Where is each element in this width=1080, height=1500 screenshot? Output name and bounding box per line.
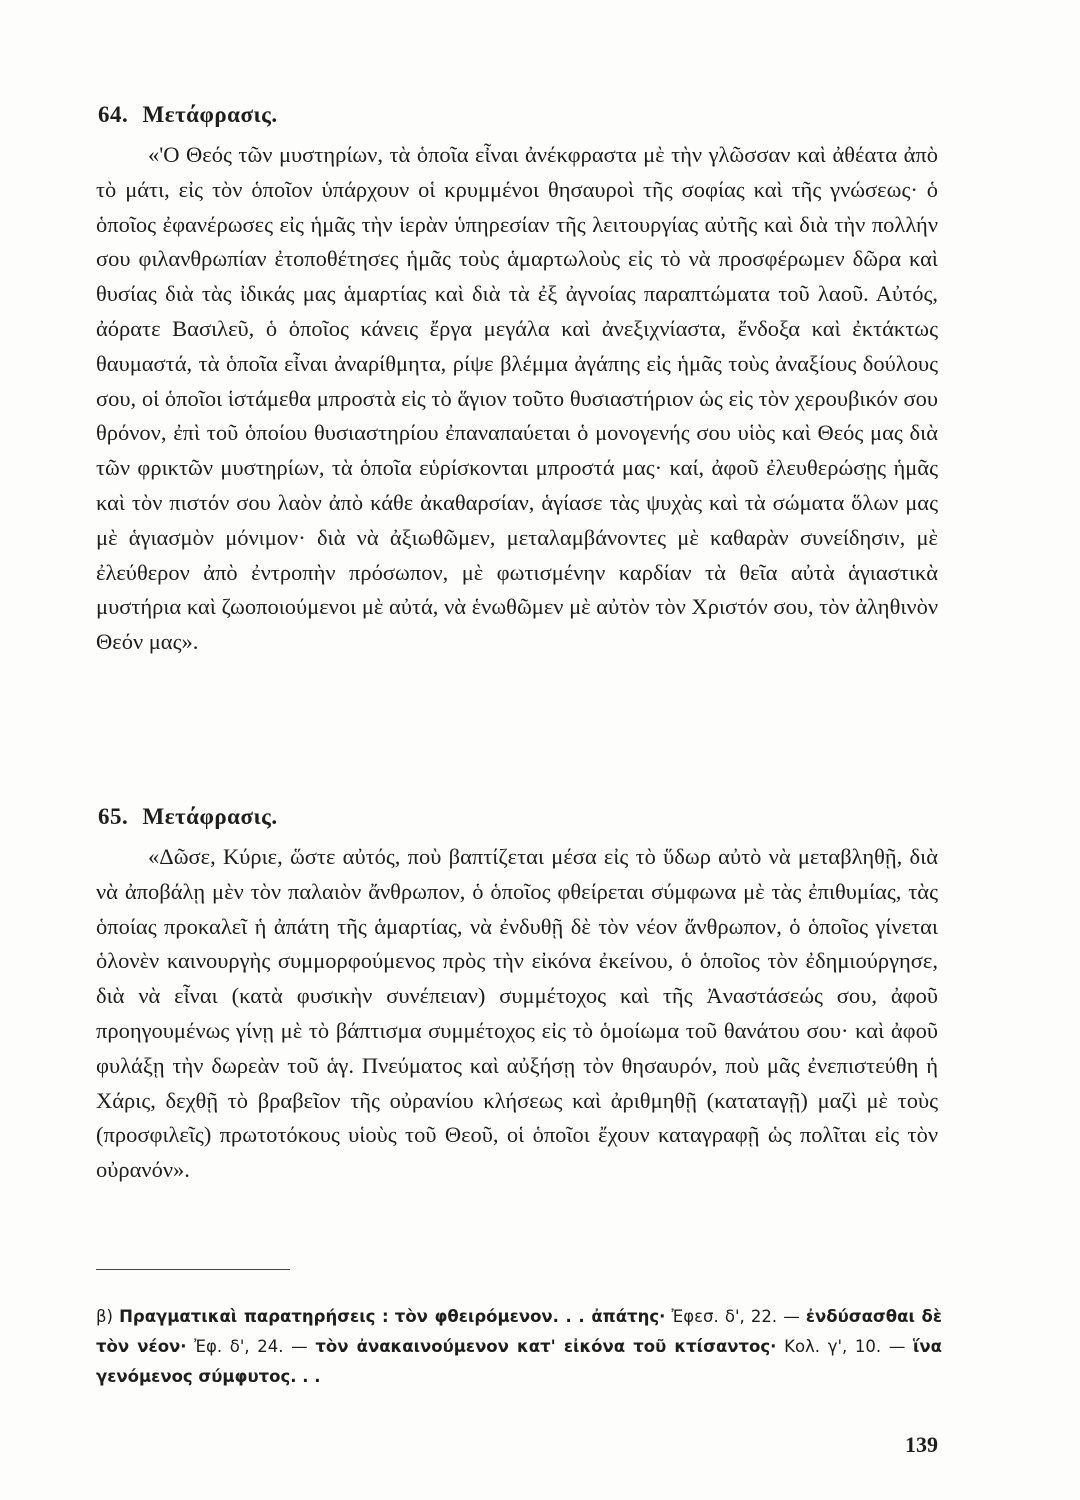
section-64-number: 64. <box>98 102 129 127</box>
footnote <box>96 1302 942 1392</box>
section-64-heading <box>98 102 278 128</box>
section-64-paragraph: «'Ο Θεός τῶν μυστηρίων, τὰ ὁποῖα εἶναι ἀνέκφραστα μὲ τὴν γλῶσσαν καὶ ἀθέατα ἀπὸ τὸ μάτι, εἰς τὸν ὁποῖον ὑπάρχουν οἱ κρυμμένοι θησαυροὶ τῆς σοφίας καὶ τῆς γνώσεως· ὁ ὁποῖος ἐφανέρωσες εἰς ἡμᾶς τὴν ἱερὰν ὑπηρεσίαν τῆς λειτουργίας αὐτῆς καὶ διὰ τὴν πολλήν σου φιλανθρωπίαν ἐτοποθέτησες ἡμᾶς τοὺς ἁμαρτωλοὺς εἰς τὸ νὰ προσφέρωμεν δῶρα καὶ θυσίας διὰ τὰς ἰδικάς μας ἁμαρτίας καὶ διὰ τὰ ἐξ ἀγνοίας παραπτώματα τοῦ λαοῦ. Αὐτός, ἀόρατε Βασιλεῦ, ὁ ὁποῖος κάνεις ἔργα μεγάλα καὶ ἀνεξιχνίαστα, ἔνδοξα καὶ ἐκτάκτως θαυμαστά, τὰ ὁποῖα εἶναι ἀναρίθμητα, ρίψε βλέμμα ἀγάπης εἰς ἡμᾶς τοὺς ἀναξίους δούλους σου, οἱ ὁποῖοι ἱστάμεθα μπροστὰ εἰς τὸ ἅγιον τοῦτο θυσιαστήριον ὡς εἰς τὸν χερουβικόν σου θρόνον, ἐπὶ τοῦ ὁποίου θυσιαστηρίου ἐπαναπαύεται ὁ μονογενής σου υἱὸς καὶ Θεός μας διὰ τῶν φρικτῶν μυστηρίων, τὰ ὁποῖα εὑρίσκονται μπροστά μας· καί, ἀφοῦ ἐλευθερώσῃς ἡμᾶς καὶ τὸν πιστόν σου λαὸν ἀπὸ κάθε ἀκαθαρσίαν, ἁγίασε τὰς ψυχὰς καὶ τὰ σώματα ὅλων μας μὲ ἁγιασμὸν μόνιμον· διὰ νὰ ἀξιωθῶμεν, μεταλαμβάνοντες μὲ καθαρὰν συνείδησιν, μὲ ἐλεύθερον ἀπὸ ἐντροπὴν πρόσωπον, μὲ φωτισμένην καρδίαν τὰ θεῖα αὐτὰ ἁγιαστικὰ μυστήρια καὶ ζωοποιούμενοι μὲ αὐτά, νὰ ἑνωθῶμεν μὲ αὐτὸν τὸν Χριστόν σου, τὸν ἀληθινὸν Θεόν μας». <box>96 142 938 655</box>
section-65-paragraph: «Δῶσε, Κύριε, ὥστε αὐτός, ποὺ βαπτίζεται μέσα εἰς τὸ ὕδωρ αὐτὸ νὰ μεταβληθῇ, διὰ νὰ ἀποβάλῃ μὲν τὸν παλαιὸν ἄνθρωπον, ὁ ὁποῖος φθείρεται σύμφωνα μὲ τὰς ἐπιθυμίας, τὰς ὁποίας προκαλεῖ ἡ ἀπάτη τῆς ἁμαρτίας, νὰ ἐνδυθῇ δὲ τὸν νέον ἄνθρωπον, ὁ ὁποῖος γίνεται ὁλονὲν καινουργὴς συμμορφούμενος πρὸς τὴν εἰκόνα ἐκείνου, ὁ ὁποῖος τὸν ἐδημιούργησε, διὰ νὰ εἶναι (κατὰ φυσικὴν συνέπειαν) συμμέτοχος καὶ τῆς Ἀναστάσεώς σου, ἀφοῦ προηγουμένως γίνῃ μὲ τὸ βάπτισμα συμμέτοχος εἰς τὸ ὁμοίωμα τοῦ θανάτου σου· καὶ ἀφοῦ φυλάξῃ τὴν δωρεὰν τοῦ ἁγ. Πνεύματος καὶ αὐξήσῃ τὸν θησαυρόν, ποὺ μᾶς ἐνεπιστεύθη ἡ Χάρις, δεχθῇ τὸ βραβεῖον τῆς οὐρανίου κλήσεως καὶ ἀριθμηθῇ (καταταγῇ) μαζὶ μὲ τοὺς (προσφιλεῖς) πρωτοτόκους υἱοὺς τοῦ Θεοῦ, οἱ ὁποῖοι ἔχουν καταγραφῇ ὡς πολῖται εἰς τὸν οὐρανόν». <box>96 844 938 1183</box>
page-number: 139 <box>905 1432 938 1457</box>
footnote-ref3-cite: Κολ. γ', 10. — <box>784 1337 906 1356</box>
section-65-title: Μετάφρασις. <box>142 804 278 829</box>
footnote-ref1-cite: Ἐφεσ. δ', 22. — <box>671 1307 800 1326</box>
section-65-number: 65. <box>98 804 129 829</box>
footnote-ref4-quote: ἵνα γενόμενος σύμφυτος. . . <box>96 1337 943 1386</box>
footnote-heading: Πραγματικαὶ παρατηρήσεις : <box>119 1307 389 1326</box>
footnote-marker: β) <box>96 1307 113 1326</box>
footnote-ref2-quote: ἐνδύσασθαι δὲ τὸν νέον· <box>96 1307 943 1356</box>
footnote-ref3-quote: τὸν ἀνακαινούμενον κατ' εἰκόνα τοῦ κτίσαντος· <box>315 1337 777 1356</box>
footnote-ref1-quote: τὸν φθειρόμενον. . . ἀπάτης· <box>394 1307 666 1326</box>
footnote-ref2-cite: Ἐφ. δ', 24. — <box>194 1337 308 1356</box>
section-64-title: Μετάφρασις. <box>142 102 278 127</box>
footnote-divider <box>96 1269 290 1270</box>
section-65-heading <box>98 804 278 830</box>
